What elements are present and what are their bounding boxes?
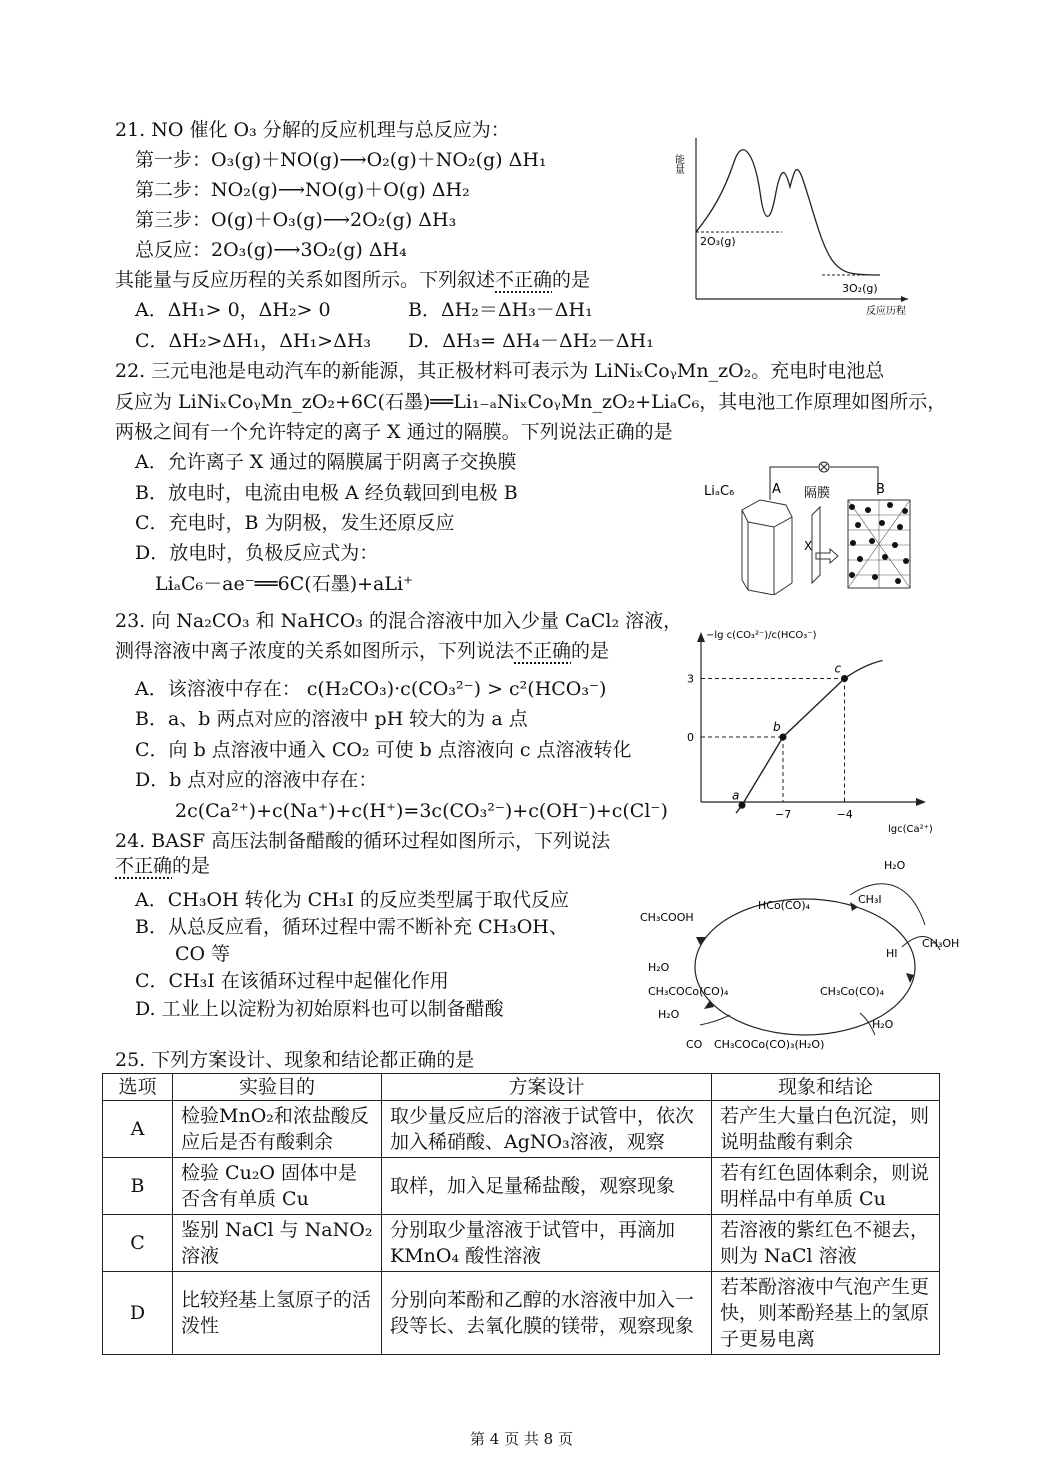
ch3coco-label: CH₃COCo(CO)₄ [648,985,729,998]
q24-option-b-cont: CO 等 [175,943,231,965]
cathode-lattice [848,500,910,588]
table-cell: B [103,1158,173,1215]
q21-total: 总反应：2O₃(g)⟶3O₂(g) ΔH₄ [135,239,407,261]
q25-stem: 25. 下列方案设计、现象和结论都正确的是 [115,1049,475,1071]
q22-option-c: C．充电时，B 为阴极，发生还原反应 [135,512,455,534]
table-header: 方案设计 [382,1074,712,1101]
table-cell: 若苯酚溶液中气泡产生更快，则苯酚羟基上的氢原子更易电离 [712,1272,940,1355]
table-cell: 比较羟基上氢原子的活泼性 [173,1272,382,1355]
table-header: 选项 [103,1074,173,1101]
data-point [780,734,787,741]
q22-option-b: B．放电时，电流由电极 A 经负载回到电极 B [135,482,518,504]
electrode-b-label: B [876,482,885,497]
q22-line2: 反应为 LiNiₓCoᵧMn_zO₂+6C(石墨)══Li₁₋ₐNiₓCoᵧMn_zO₂+LiₐC₆，其电池工作原理如图所示， [115,391,947,413]
h2o-bottom-left-label: H₂O [658,1008,680,1021]
table-cell: A [103,1101,173,1158]
table-cell: 取样，加入足量稀盐酸，观察现象 [382,1158,712,1215]
table-cell: 分别取少量溶液于试管中，再滴加 KMnO₄ 酸性溶液 [382,1215,712,1272]
q24-line1: 24. BASF 高压法制备醋酸的循环过程如图所示，下列说法 [115,830,611,852]
h2o-bottom-right-label: H₂O [872,1018,894,1031]
q23-option-d: D．b 点对应的溶液中存在： [135,769,378,791]
q23-option-a: A．该溶液中存在： c(H₂CO₃)·c(CO₃²⁻) > c²(HCO₃⁻) [135,678,607,700]
hi-label: HI [886,947,898,960]
graphite-electrode [742,500,792,595]
q21-option-a: A．ΔH₁> 0，ΔH₂> 0 [135,299,331,321]
table-cell: 若产生大量白色沉淀，则说明盐酸有剩余 [712,1101,940,1158]
h2o-left-label: H₂O [648,961,670,974]
x-tick-label: −7 [775,808,792,821]
ch3cooh-label: CH₃COOH [640,911,694,924]
q24-option-d: D. 工业上以淀粉为初始原料也可以制备醋酸 [135,998,504,1020]
point-label: c [834,661,842,676]
table-cell: 若有红色固体剩余，则说明样品中有单质 Cu [712,1158,940,1215]
q22-option-d-equation: LiₐC₆－ae⁻══6C(石墨)+aLi⁺ [155,573,414,595]
q21-option-d: D．ΔH₃= ΔH₄－ΔH₂－ΔH₁ [408,330,654,352]
q23-option-b: B．a、b 两点对应的溶液中 pH 较大的为 a 点 [135,708,528,730]
ch3i-label: CH₃I [858,893,882,906]
hco-catalyst-label: HCo(CO)₄ [758,899,811,912]
q24-option-c: C．CH₃I 在该循环过程中起催化作用 [135,970,449,992]
table-cell: 取少量反应后的溶液于试管中，依次加入稀硝酸、AgNO₃溶液，观察 [382,1101,712,1158]
q23-option-d-equation: 2c(Ca²⁺)+c(Na⁺)+c(H⁺)=3c(CO₃²⁻)+c(OH⁻)+c(Cl⁻) [175,800,668,822]
y-tick-label: 3 [687,672,694,686]
concentration-chart [676,622,941,837]
emphasis-mark: 不正确 [495,269,553,291]
q24-line2: 不正确的是 [115,855,211,877]
q21-option-b: B．ΔH₂＝ΔH₃－ΔH₁ [408,299,593,321]
page-footer: 第 4 页 共 8 页 [470,1430,573,1448]
x-tick-label: −4 [836,808,853,821]
energy-diagram [672,132,912,322]
q21-step2: 第二步：NO₂(g)⟶NO(g)＋O(g) ΔH₂ [135,179,470,201]
table-cell: D [103,1272,173,1355]
end-state-label: 3O₂(g) [842,282,878,295]
table-cell: C [103,1215,173,1272]
q22-option-a: A．允许离子 X 通过的隔膜属于阴离子交换膜 [135,451,517,473]
membrane-label: 隔膜 [804,486,831,501]
reaction-coordinate-label: 反应历程 [866,306,906,317]
q24-option-b: B．从总反应看，循环过程中需不断补充 CH₃OH、 [135,916,568,938]
ch3oh-label: CH₃OH [922,937,960,950]
ion-x-label: X [804,539,813,553]
separator [812,507,820,583]
q21-question: 其能量与反应历程的关系如图所示。下列叙述不正确的是 [115,269,591,291]
ion-arrow-icon [816,549,838,563]
y-tick-label: 0 [687,731,694,744]
table-header: 现象和结论 [712,1074,940,1101]
table-row [103,1272,940,1355]
data-point [841,675,848,682]
table-header-row [103,1074,940,1101]
h2o-top-label: H₂O [884,859,906,872]
energy-curve [696,150,880,275]
ch3co-label: CH₃Co(CO)₄ [820,985,885,998]
point-label: a [732,788,740,803]
q23-line2: 测得溶液中离子浓度的关系如图所示，下列说法不正确的是 [115,640,610,662]
catalytic-cycle-diagram [640,855,970,1055]
table-row [103,1215,940,1272]
q21-stem: 21. NO 催化 O₃ 分解的反应机理与总反应为： [115,119,510,141]
table-cell: 检验 Cu₂O 固体中是否含有单质 Cu [173,1158,382,1215]
data-point [739,802,746,809]
energy-axis-label: 能量 [672,154,684,174]
co-label: CO [686,1038,703,1051]
q25-table [102,1073,940,1355]
emphasis-mark: 不正确 [115,855,173,877]
bottom-intermediate-label: CH₃COCo(CO)₃(H₂O) [714,1038,825,1051]
q24-option-a: A．CH₃OH 转化为 CH₃I 的反应类型属于取代反应 [135,889,569,911]
point-label: b [773,720,781,734]
table-header: 实验目的 [173,1074,382,1101]
electrode-a-label: A [772,482,781,497]
q22-option-d: D．放电时，负极反应式为： [135,542,379,564]
table-cell: 鉴别 NaCl 与 NaNO₂ 溶液 [173,1215,382,1272]
anode-material-label: LiₐC₆ [704,484,735,499]
start-state-label: 2O₃(g) [700,235,736,248]
table-row [103,1101,940,1158]
q21-step3: 第三步：O(g)＋O₃(g)⟶2O₂(g) ΔH₃ [135,209,457,231]
table-cell: 检验MnO₂和浓盐酸反应后是否有酸剩余 [173,1101,382,1158]
table-cell: 若溶液的紫红色不褪去，则为 NaCl 溶液 [712,1215,940,1272]
x-axis-label: lgc(Ca²⁺) [888,824,933,835]
table-row [103,1158,940,1215]
emphasis-mark: 不正确 [514,640,572,662]
q23-line1: 23. 向 Na₂CO₃ 和 NaHCO₃ 的混合溶液中加入少量 CaCl₂ 溶液， [115,610,683,632]
table-cell: 分别向苯酚和乙醇的水溶液中加入一段等长、去氧化膜的镁带，观察现象 [382,1272,712,1355]
y-axis-label: −lg c(CO₃²⁻)/c(HCO₃⁻) [706,630,817,641]
q21-step1: 第一步：O₃(g)＋NO(g)⟶O₂(g)＋NO₂(g) ΔH₁ [135,149,547,171]
q22-line1: 22. 三元电池是电动汽车的新能源，其正极材料可表示为 LiNiₓCoᵧMn_zO₂。充电时电池总 [115,360,885,382]
battery-diagram [700,455,920,595]
q21-option-c: C．ΔH₂>ΔH₁，ΔH₁>ΔH₃ [135,330,372,352]
q22-line3: 两极之间有一个允许特定的离子 X 通过的隔膜。下列说法正确的是 [115,421,673,443]
q23-option-c: C．向 b 点溶液中通入 CO₂ 可使 b 点溶液向 c 点溶液转化 [135,739,632,761]
